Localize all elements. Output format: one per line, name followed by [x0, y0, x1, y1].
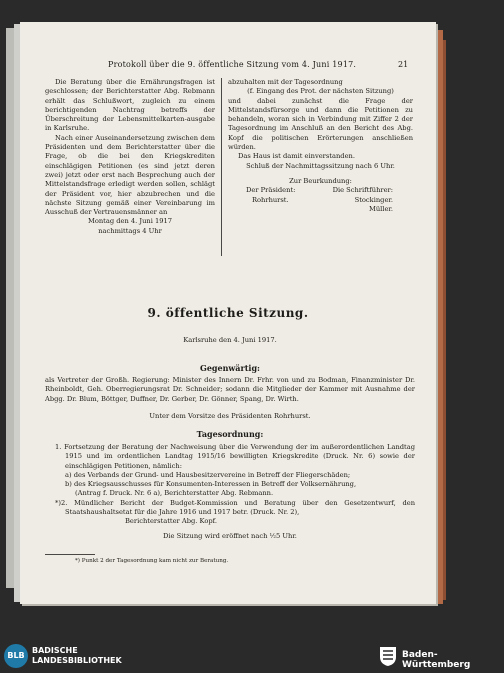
signature-row [228, 205, 413, 214]
signature-label: Der Präsident: [246, 186, 296, 195]
document-page [20, 22, 436, 604]
certification-heading: Zur Beurkundung: [289, 176, 352, 185]
running-header [20, 60, 436, 72]
present-list [45, 376, 415, 404]
signature-name: Rohrhurst. [252, 195, 289, 204]
paragraph: abzuhalten mit der Tagesordnung [228, 78, 343, 86]
signature-label: Die Schriftführer: [332, 186, 393, 195]
place-date: Karlsruhe den 4. Juni 1917. [183, 336, 277, 344]
paragraph: als Vertreter der Großh. Regierung: Minister des Innern Dr. Frhr. von und zu Bodman, Finanzminister Dr. Rheinboldt, Geh. Oberregierungsrat Dr. Schneider; sodann die Mitglieder der Kammer mit Ausnahme der Abgg. Dr. Blum, Böttger, Duffner, Dr. Gerber, Dr. Gönner, Spang, Dr. Wirth. [45, 376, 415, 403]
blb-logo-icon: BLB [4, 644, 28, 668]
time-line: nachmittags 4 Uhr [98, 226, 162, 235]
page-edge [6, 28, 14, 588]
state-name: Baden-Württemberg [402, 650, 471, 670]
date-line: Montag den 4. Juni 1917 [87, 217, 173, 226]
present-heading: Gegenwärtig: [200, 363, 260, 373]
agenda-subitem: a) des Verbands der Grund- und Hausbesitzervereine in Betreff der Fliegerschäden; [65, 470, 351, 479]
signature-row [228, 186, 413, 195]
signature-name: Müller. [369, 204, 393, 213]
paragraph: (f. Eingang des Prot. der nächsten Sitzung) [247, 87, 394, 96]
agenda-item: 1. Fortsetzung der Beratung der Nachweisung über die Verwendung der im außerordentlichen Landtag 1915 und im ordentlichen Landtag 1915/16 bewilligten Kriegskredite (Druck. Nr. 6) sowie der einschlägigen Petitionen, nämlich: [55, 443, 415, 470]
agenda-subitem: b) des Kriegsausschusses für Konsumenten-Interessen in Betreff der Volksernährung, [65, 480, 357, 489]
paragraph: und dabei zunächst die Frage der Mittelstandsfürsorge und dann die Petitionen zu behandeln, woran sich in Verbindung mit Ziffer 2 der Tagesordnung im Anschluß an den Bericht des Abg. Kopf die politischen Erörterungen anschließen würden. [228, 96, 413, 152]
signature-name: Stockinger. [354, 195, 393, 204]
right-column [228, 78, 413, 214]
paragraph: Schluß der Nachmittagssitzung nach 6 Uhr. [246, 161, 395, 170]
header-title: Protokoll über die 9. öffentliche Sitzung vom 4. Juni 1917. [108, 60, 357, 69]
agenda-list [45, 443, 415, 541]
library-name-line: BADISCHE [32, 646, 78, 655]
library-name [32, 646, 122, 666]
column-divider [221, 78, 222, 256]
agenda-reporter: Berichterstatter Abg. Kopf. [125, 517, 217, 526]
agenda-heading: Tagesordnung: [196, 429, 264, 439]
book-edge [436, 30, 443, 604]
footnote: *) Punkt 2 der Tagesordnung kam nicht zur Beratung. [75, 558, 229, 564]
page-number: 21 [398, 60, 409, 69]
agenda-item: *)2. Mündlicher Bericht der Budget-Kommission und Beratung über den Gesetzentwurf, den Staatshaushaltsetat für die Jahre 1916 und 1917 betr. (Druck. Nr. 2), [55, 498, 415, 517]
library-name-line: LANDESBIBLIOTHEK [32, 656, 122, 665]
left-column [45, 78, 215, 236]
paragraph: Das Haus ist damit einverstanden. [238, 152, 355, 161]
coat-of-arms-icon [379, 645, 397, 667]
agenda-subitem: (Antrag f. Druck. Nr. 6 a), Berichterstatter Abg. Rebmann. [75, 489, 274, 498]
opening-line: Die Sitzung wird eröffnet nach ½5 Uhr. [163, 531, 297, 540]
footer-banner [0, 640, 504, 673]
chair-line: Unter dem Vorsitze des Präsidenten Rohrhurst. [149, 412, 311, 420]
book-edge [443, 40, 446, 600]
paragraph: Die Beratung über die Ernährungsfragen ist geschlossen; der Berichterstatter Abg. Rebmann erhält das Schlußwort, zugleich zu einem berichtigenden Nachtrag betreffs der Überschreitung der Lebensmittelkarten-ausgabe in Karlsruhe. [45, 78, 215, 133]
footnote-rule [45, 554, 95, 555]
paragraph: Nach einer Auseinandersetzung zwischen dem Präsidenten und dem Berichterstatter über die Frage, ob die bei den Kriegskrediten einschlägigen Petitionen (es sind jetzt deren zwei) jetzt oder erst nach Besprechung auch der Mittelstandsfrage erledigt werden sollen, schlägt der Präsident vor, hier abzubrechen und die nächste Sitzung gemäß einer Vereinbarung im Ausschuß der Vertrauensmänner an [45, 133, 215, 217]
signature-row [228, 196, 413, 205]
section-title: 9. öffentliche Sitzung. [147, 306, 309, 320]
